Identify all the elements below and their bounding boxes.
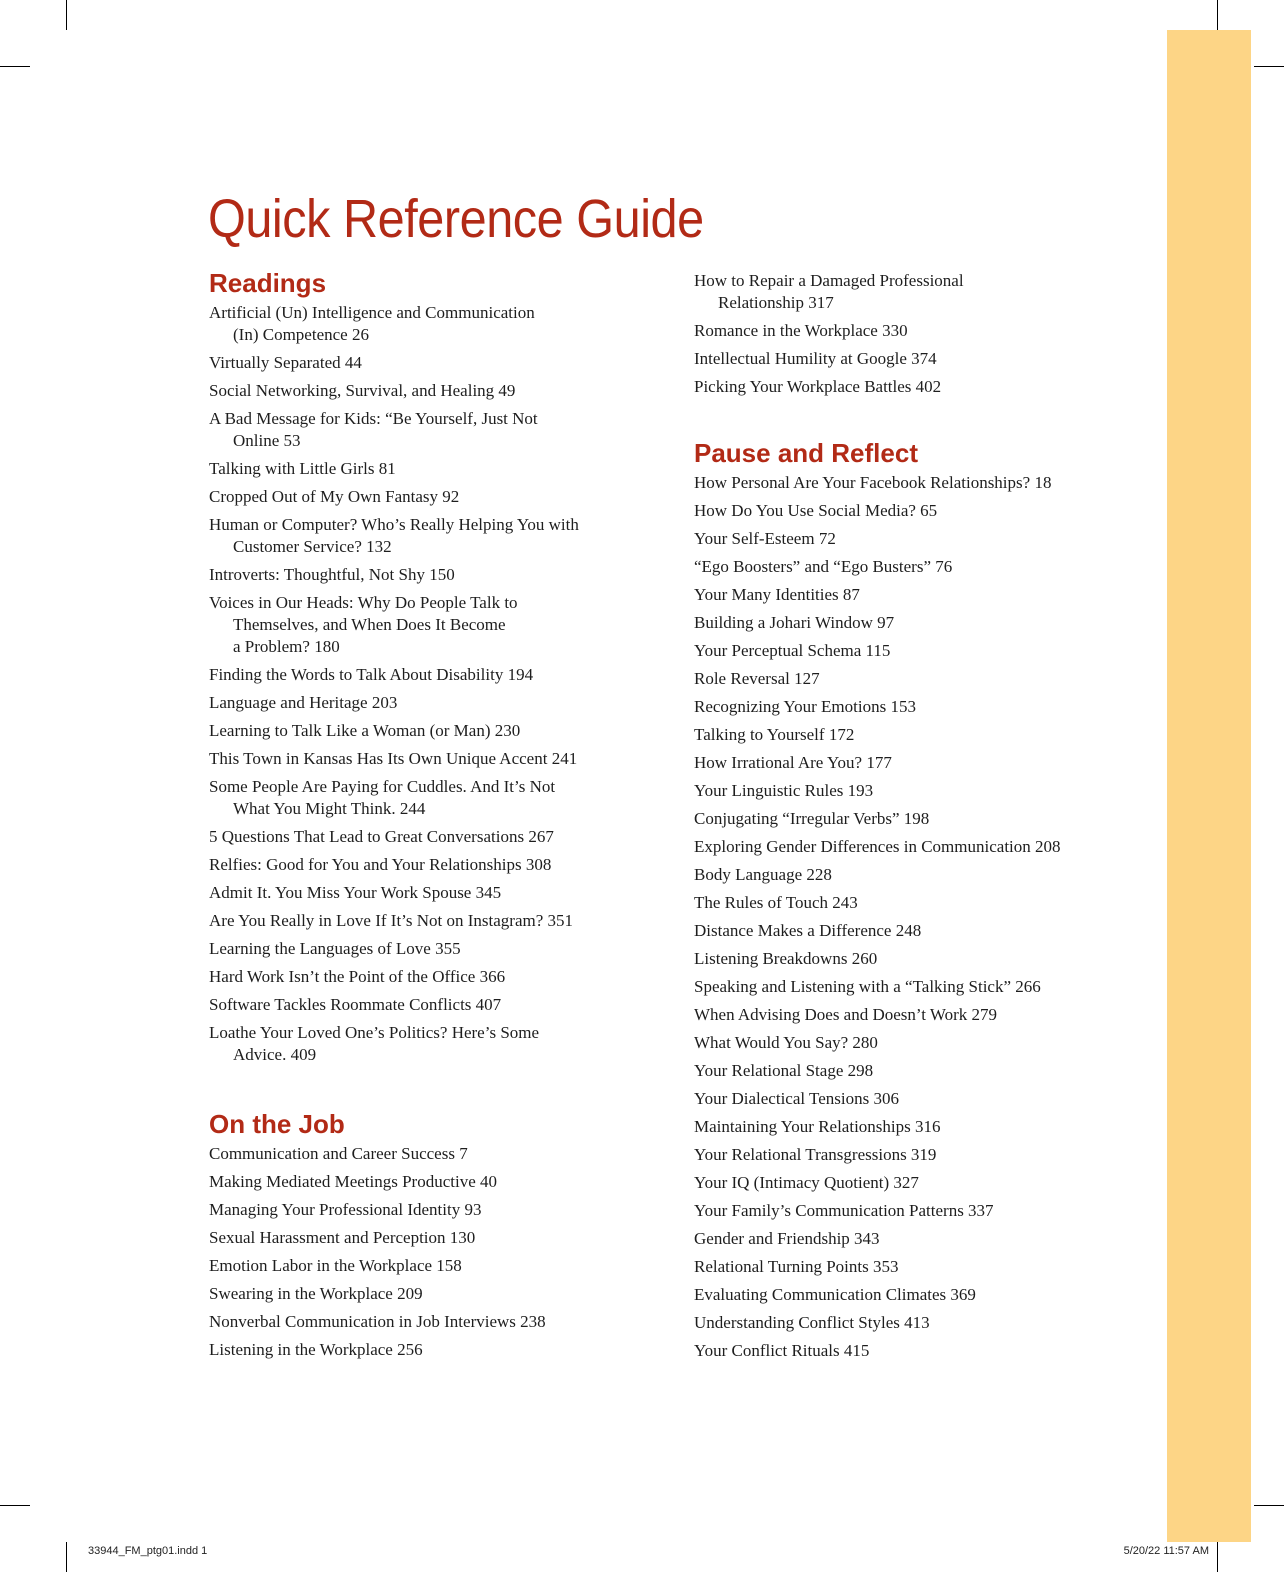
section-heading-readings: Readings bbox=[209, 268, 327, 298]
list-item: What Would You Say? 280 bbox=[694, 1033, 878, 1052]
crop-mark bbox=[1217, 1542, 1218, 1572]
list-item: Your Conflict Rituals 415 bbox=[694, 1341, 870, 1360]
pause-and-reflect-list bbox=[694, 472, 1164, 1362]
list-item: Relfies: Good for You and Your Relationships 308 bbox=[209, 855, 552, 874]
list-item: Human or Computer? Who’s Really Helping You with Customer Service? 132 bbox=[209, 515, 579, 556]
list-item: Your Self-Esteem 72 bbox=[694, 529, 836, 548]
list-item: Your Perceptual Schema 115 bbox=[694, 641, 891, 660]
list-item: Exploring Gender Differences in Communication 208 bbox=[694, 837, 1061, 856]
list-item: When Advising Does and Doesn’t Work 279 bbox=[694, 1005, 998, 1024]
list-item: How Irrational Are You? 177 bbox=[694, 753, 892, 772]
list-item: Emotion Labor in the Workplace 158 bbox=[209, 1256, 462, 1275]
list-item: Software Tackles Roommate Conflicts 407 bbox=[209, 995, 502, 1014]
left-column-lower bbox=[209, 1109, 679, 1367]
crop-mark bbox=[0, 1505, 30, 1506]
list-item: Body Language 228 bbox=[694, 865, 832, 884]
list-item: The Rules of Touch 243 bbox=[694, 893, 858, 912]
list-item: Conjugating “Irregular Verbs” 198 bbox=[694, 809, 930, 828]
left-column bbox=[209, 268, 679, 1072]
list-item: Your Dialectical Tensions 306 bbox=[694, 1089, 899, 1108]
list-item: Your Relational Transgressions 319 bbox=[694, 1145, 937, 1164]
list-item: Sexual Harassment and Perception 130 bbox=[209, 1228, 476, 1247]
crop-mark bbox=[1254, 66, 1284, 67]
list-item: Artificial (Un) Intelligence and Communication (In) Competence 26 bbox=[209, 303, 535, 344]
thumb-index-tab bbox=[1167, 30, 1251, 1542]
list-item: 5 Questions That Lead to Great Conversations 267 bbox=[209, 827, 554, 846]
list-item: Your Relational Stage 298 bbox=[694, 1061, 874, 1080]
list-item: Evaluating Communication Climates 369 bbox=[694, 1285, 976, 1304]
footer-timestamp: 5/20/22 11:57 AM bbox=[1123, 1545, 1209, 1557]
list-item: Virtually Separated 44 bbox=[209, 353, 362, 372]
list-item: Talking to Yourself 172 bbox=[694, 725, 855, 744]
crop-mark bbox=[66, 0, 67, 30]
list-item: Speaking and Listening with a “Talking Stick” 266 bbox=[694, 977, 1041, 996]
crop-mark bbox=[1217, 0, 1218, 30]
right-column bbox=[694, 270, 1164, 404]
list-item: Romance in the Workplace 330 bbox=[694, 321, 908, 340]
list-item: How Do You Use Social Media? 65 bbox=[694, 501, 938, 520]
list-item: Some People Are Paying for Cuddles. And It’s Not What You Might Think. 244 bbox=[209, 777, 556, 818]
list-item: This Town in Kansas Has Its Own Unique Accent 241 bbox=[209, 749, 578, 768]
list-item: Recognizing Your Emotions 153 bbox=[694, 697, 916, 716]
list-item: Listening in the Workplace 256 bbox=[209, 1340, 423, 1359]
list-item: Distance Makes a Difference 248 bbox=[694, 921, 922, 940]
list-item: Learning to Talk Like a Woman (or Man) 230 bbox=[209, 721, 521, 740]
page-title: Quick Reference Guide bbox=[208, 189, 704, 249]
list-item: Cropped Out of My Own Fantasy 92 bbox=[209, 487, 460, 506]
list-item: Learning the Languages of Love 355 bbox=[209, 939, 461, 958]
list-item: A Bad Message for Kids: “Be Yourself, Just Not Online 53 bbox=[209, 409, 538, 450]
list-item: Voices in Our Heads: Why Do People Talk to Themselves, and When Does It Become a Problem? 180 bbox=[209, 593, 518, 656]
readings-list bbox=[209, 302, 679, 1066]
list-item: Your Family’s Communication Patterns 337 bbox=[694, 1201, 994, 1220]
on-the-job-list bbox=[209, 1143, 679, 1361]
list-item: Social Networking, Survival, and Healing 49 bbox=[209, 381, 516, 400]
list-item: Admit It. You Miss Your Work Spouse 345 bbox=[209, 883, 502, 902]
list-item: Your Many Identities 87 bbox=[694, 585, 860, 604]
list-item: Are You Really in Love If It’s Not on Instagram? 351 bbox=[209, 911, 574, 930]
list-item: Introverts: Thoughtful, Not Shy 150 bbox=[209, 565, 455, 584]
list-item: Your IQ (Intimacy Quotient) 327 bbox=[694, 1173, 919, 1192]
list-item: Maintaining Your Relationships 316 bbox=[694, 1117, 941, 1136]
crop-mark bbox=[66, 1542, 67, 1572]
list-item: Listening Breakdowns 260 bbox=[694, 949, 878, 968]
list-item: Hard Work Isn’t the Point of the Office 366 bbox=[209, 967, 506, 986]
list-item: Language and Heritage 203 bbox=[209, 693, 398, 712]
list-item: Picking Your Workplace Battles 402 bbox=[694, 377, 942, 396]
list-item: Loathe Your Loved One’s Politics? Here’s Some Advice. 409 bbox=[209, 1023, 540, 1064]
list-item: How to Repair a Damaged Professional Relationship 317 bbox=[694, 271, 964, 312]
list-item: How Personal Are Your Facebook Relationships? 18 bbox=[694, 473, 1052, 492]
list-item: Swearing in the Workplace 209 bbox=[209, 1284, 423, 1303]
list-item: Nonverbal Communication in Job Interviews 238 bbox=[209, 1312, 546, 1331]
list-item: Finding the Words to Talk About Disability 194 bbox=[209, 665, 534, 684]
right-column-lower bbox=[694, 438, 1164, 1368]
crop-mark bbox=[0, 66, 30, 67]
list-item: Your Linguistic Rules 193 bbox=[694, 781, 874, 800]
list-item: Talking with Little Girls 81 bbox=[209, 459, 396, 478]
section-heading-on-the-job: On the Job bbox=[209, 1109, 345, 1139]
crop-mark bbox=[1254, 1505, 1284, 1506]
list-item: Relational Turning Points 353 bbox=[694, 1257, 899, 1276]
list-item: Understanding Conflict Styles 413 bbox=[694, 1313, 930, 1332]
list-item: Making Mediated Meetings Productive 40 bbox=[209, 1172, 498, 1191]
footer-filename: 33944_FM_ptg01.indd 1 bbox=[88, 1545, 208, 1557]
list-item: Building a Johari Window 97 bbox=[694, 613, 895, 632]
section-heading-pause-and-reflect: Pause and Reflect bbox=[694, 438, 918, 468]
list-item: Intellectual Humility at Google 374 bbox=[694, 349, 937, 368]
list-item: Communication and Career Success 7 bbox=[209, 1144, 468, 1163]
list-item: Role Reversal 127 bbox=[694, 669, 820, 688]
on-the-job-continued-list bbox=[694, 270, 1164, 398]
list-item: “Ego Boosters” and “Ego Busters” 76 bbox=[694, 557, 953, 576]
list-item: Gender and Friendship 343 bbox=[694, 1229, 880, 1248]
list-item: Managing Your Professional Identity 93 bbox=[209, 1200, 482, 1219]
